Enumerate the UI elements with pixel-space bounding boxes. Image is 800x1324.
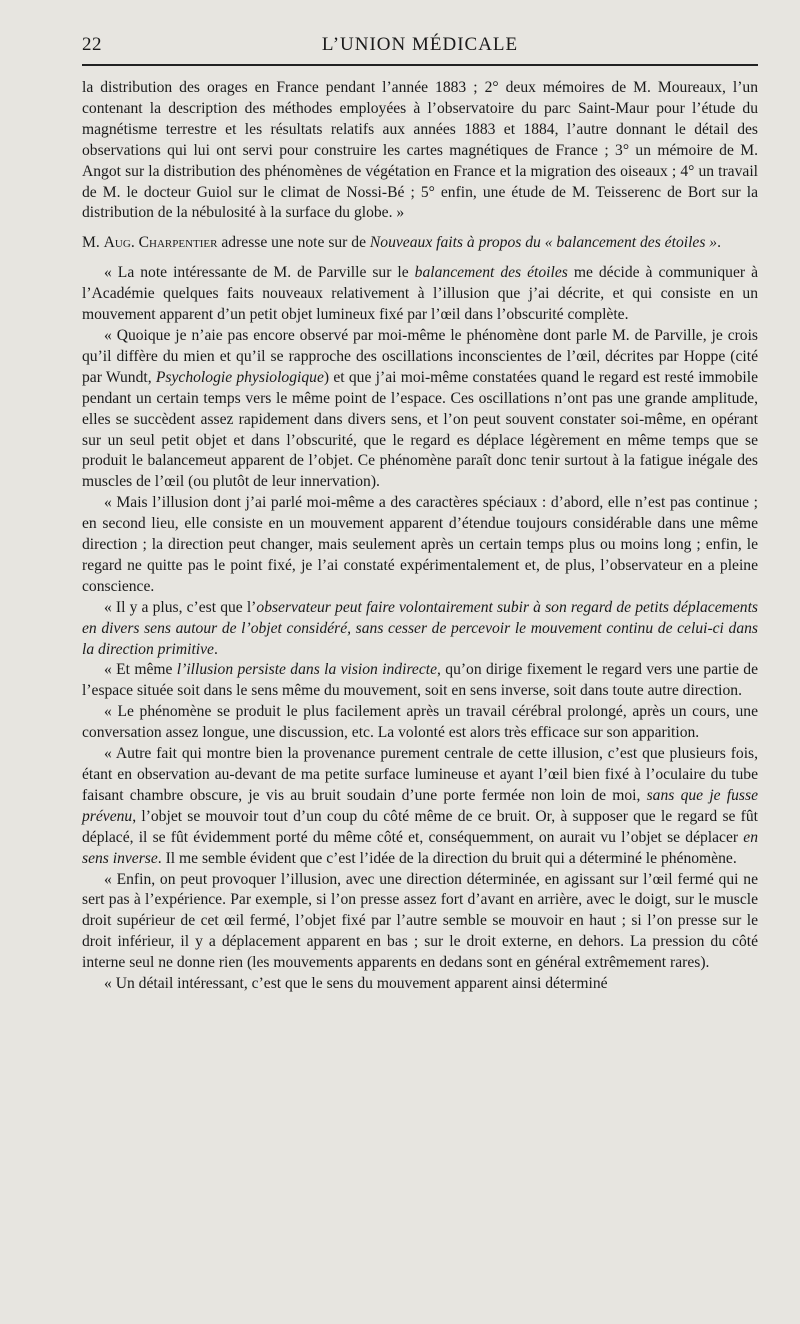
text-run: . — [213, 640, 218, 658]
text-run: me décide à communiquer à l’Académie quelques faits nouveaux relativement à l’illusion que j’ai décrite, et qui consiste en un mouvement apparent d’un petit objet lumineux fixé par l’œil dans l’obscurité complète. — [82, 264, 758, 324]
italic-run: Psychologie physiologique — [155, 368, 324, 386]
text-run: « Autre fait qui montre bien la provenance purement centrale de cette illusion, c’est que plusieurs fois, étant en observation au-devant de ma petite surface lumineuse et ayant l’œil bien fixé à l’oculaire du tube faisant chambre obscure, je vis au bruit soudain d’une porte fermée non loin de moi, — [82, 745, 758, 804]
italic-run: l’illusion persiste dans la vision indirecte — [176, 661, 438, 679]
text-run: adresse une note sur de — [217, 234, 370, 252]
text-run: , qu’on dirige fixement le regard vers une partie de l’espace située soit dans le sens même du mouvement, soit en sens inverse, soit dans toute autre direction. — [82, 661, 758, 700]
header-rule — [82, 64, 758, 66]
text-run: . — [717, 234, 721, 252]
article-body — [82, 78, 758, 995]
text-run: la distribution des orages en France pendant l’année 1883 ; 2° deux mémoires de M. Moureaux, l’un contenant la description des méthodes employées à l’observatoire du parc Saint-Maur pour l’étude du magnétisme terrestre et les résultats relatifs aux années 1883 et 1884, l’autre donnant le détail des observations qui lui ont servi pour construire les cartes magnétiques de France ; 3° un mémoire de M. Angot sur la distribution des phénomènes de végétation en France et la migration des oiseaux ; 4° un travail de M. le docteur Guiol sur le climat de Nossi-Bé ; 5° enfin, une étude de M. Teisserenc de Bort sur la distribution de la nébulosité à la surface du globe. » — [82, 79, 758, 222]
paragraph — [82, 326, 758, 493]
text-run: « Quoique je n’aie pas encore observé par moi-même le phénomène dont parle M. de Parville, je crois qu’il diffère du mien et qu’il se rapproche des oscillations inconscientes de l’œil, décrites par Hoppe (cité par Wundt, — [82, 326, 758, 386]
text-run: . Il me semble évident que c’est l’idée de la direction du bruit qui a déterminé le phénomène. — [157, 849, 737, 867]
text-run: « Enfin, on peut provoquer l’illusion, avec une direction déterminée, en agissant sur l’œil fermé qui ne sert pas à l’expérience. Par exemple, si l’on presse assez fort d’avant en arrière, avec le doigt, sur le muscle droit supérieur de cet œil fermé, l’objet fixé par l’autre semble se mouvoir en haut ; si l’on presse sur le droit inférieur, il y a déplacement apparent en bas ; sur le droit externe, en dehors. La pression du côté interne seul ne donne rien (les mouvements apparents en dedans sont en général extrêmement rares). — [82, 870, 758, 972]
text-run: ) et que j’ai moi-même constatées quand le regard est resté immobile pendant un certain temps vers le même point de l’espace. Ces oscillations n’ont pas une grande amplitude, elles se succèdent assez rapidement dans divers sens, et l’on peut souvent constater soi-même, en opérant sur un seul petit objet et dans l’obscurité, que le regard es déplace légèrement en même temps que se produit le balancemeut apparent de l’objet. Ce phénomène paraît donc tenir surtout à la fatigue inégale des muscles de l’œil (ou plutôt de leur innervation). — [82, 368, 758, 491]
paragraph — [82, 263, 758, 326]
page-number: 22 — [82, 34, 102, 55]
italic-run: en sens inverse — [82, 828, 758, 867]
italic-run: observateur peut faire volontairement subir à son regard de petits déplacements en divers sens autour de l’objet considéré, sans cesser de percevoir le mouvement continu de celui-ci dans la direction primitive — [82, 598, 758, 658]
small-caps-run: Aug. Charpentier — [103, 234, 218, 252]
page-header — [82, 30, 758, 60]
paragraph — [82, 493, 758, 598]
running-title: L’UNION MÉDICALE — [321, 34, 519, 55]
italic-run: Nouveaux faits à propos du « balancement des étoiles » — [369, 234, 718, 252]
text-run: « Il y a plus, c’est que l’ — [104, 598, 257, 616]
text-run: « Un détail intéressant, c’est que le sens du mouvement apparent ainsi déterminé — [104, 975, 608, 993]
italic-run: balancement des étoiles — [414, 264, 568, 282]
text-run: , l’objet se mouvoir tout d’un coup du côté même de ce bruit. Or, à supposer que le regard se fût déplacé, il se fût évidemment porté du même côté et, conséquemment, on aurait vu l’objet se déplacer — [82, 807, 758, 846]
text-run: « Mais l’illusion dont j’ai parlé moi-même a des caractères spéciaux : d’abord, elle n’est pas continue ; en second lieu, elle consiste en un mouvement apparent d’étendue toujours considérable dans une même direction ; la direction peut changer, mais seulement après un certain temps plus ou moins long ; enfin, le regard ne quitte pas le point fixé, je l’ai constaté expérimentalement et, de plus, l’observateur en a pleine conscience. — [82, 494, 758, 595]
paragraph — [82, 78, 758, 224]
paragraph — [82, 660, 758, 702]
text-run: M. — [82, 234, 104, 252]
paragraph — [82, 598, 758, 661]
text-run: « Le phénomène se produit le plus facilement après un travail cérébral prolongé, après un cours, une conversation assez longue, une discussion, etc. La volonté est alors très efficace sur son apparition. — [82, 703, 758, 742]
text-run: « Et même — [104, 661, 177, 679]
paragraph — [82, 974, 758, 995]
paragraph — [82, 870, 758, 975]
paragraph — [82, 744, 758, 869]
paragraph — [82, 233, 758, 254]
paragraph — [82, 702, 758, 744]
italic-run: sans que je fusse prévenu — [82, 786, 758, 825]
text-run: « La note intéressante de M. de Parville sur le — [104, 264, 415, 282]
